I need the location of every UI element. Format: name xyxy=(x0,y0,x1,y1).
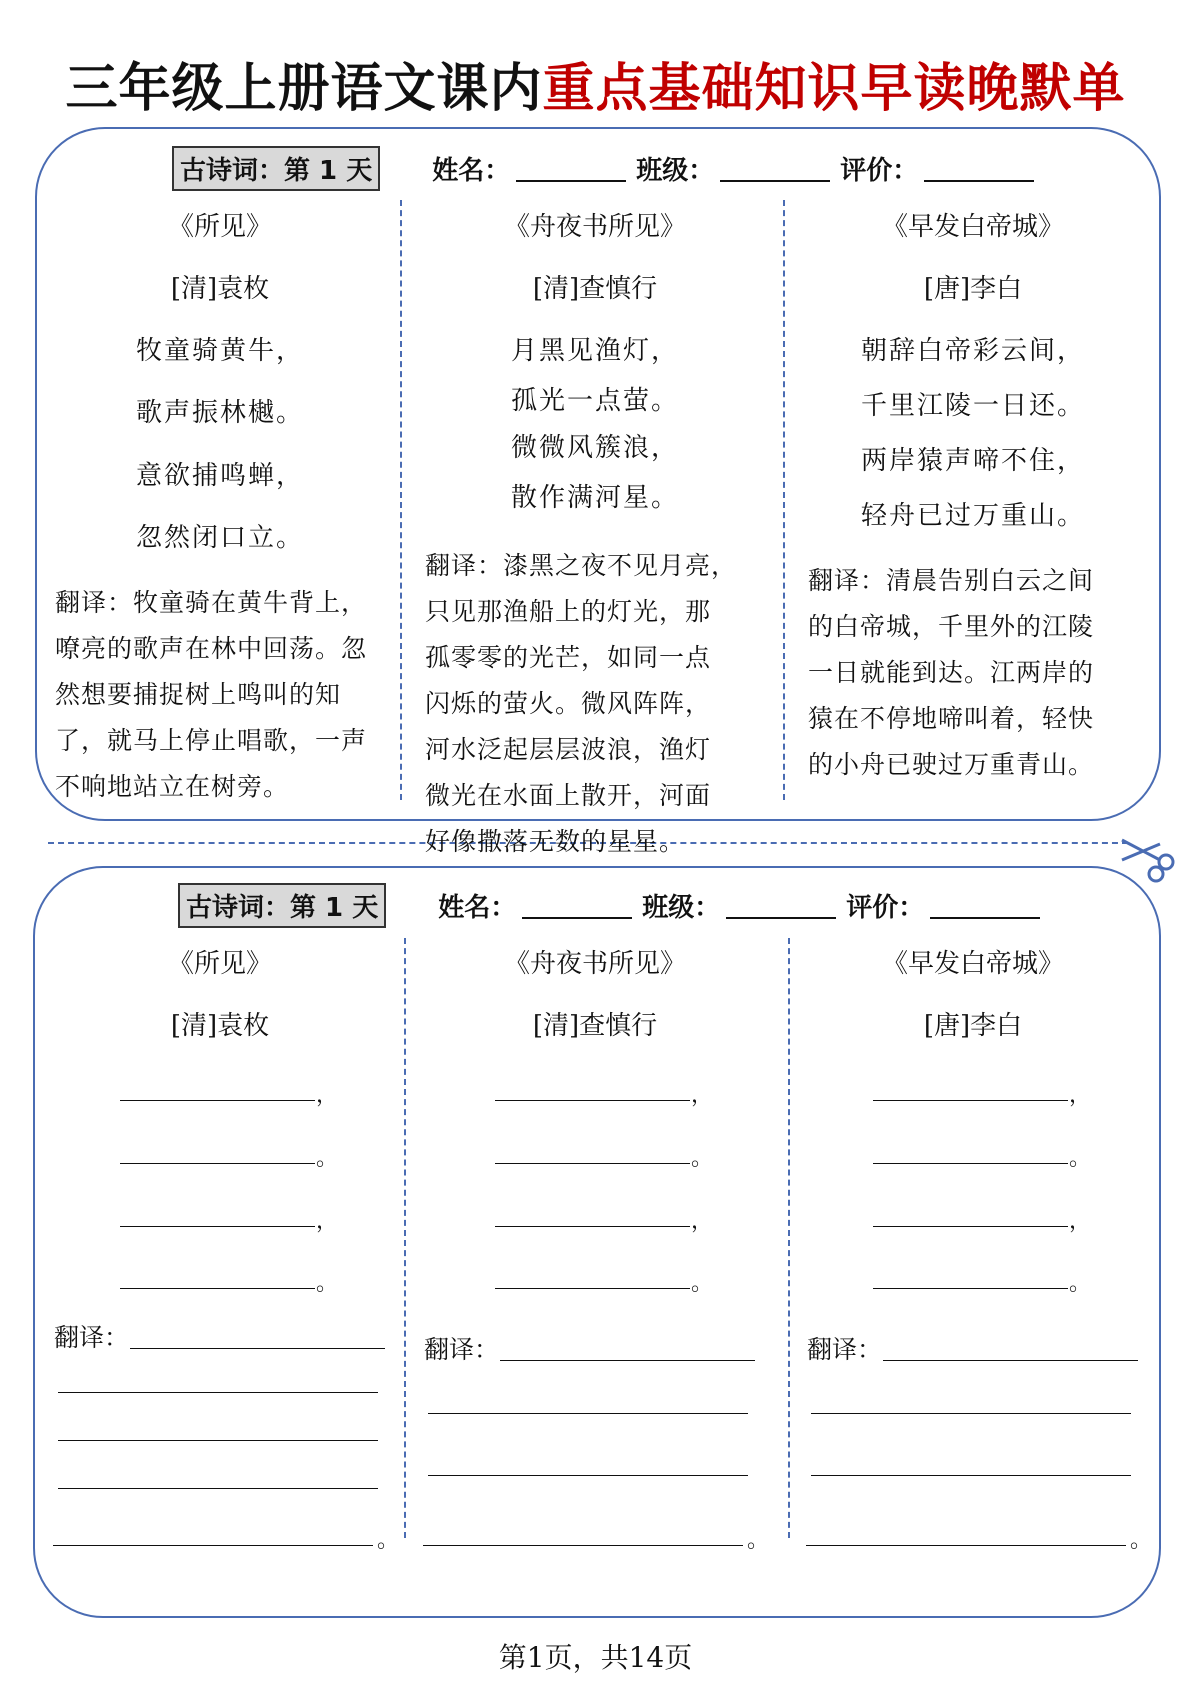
scissors-icon xyxy=(1120,830,1178,886)
poem-author: [清]查慎行 xyxy=(532,1011,658,1041)
grade-label: 评价： xyxy=(840,156,919,186)
line-punctuation: 。 xyxy=(1069,1271,1092,1296)
translation-line: 的小舟已驶过万重青山。 xyxy=(808,750,1095,779)
poem-title: 《舟夜书所见》 xyxy=(503,949,686,979)
grade-blank-input[interactable] xyxy=(930,893,1040,919)
translation-line: 翻译：漆黑之夜不见月亮， xyxy=(425,551,738,580)
line-punctuation: 。 xyxy=(691,1271,714,1296)
poem-line: 轻舟已过万重山。 xyxy=(860,501,1085,531)
translation-blank-input[interactable] xyxy=(883,1360,1138,1361)
poem-line: 千里江陵一日还。 xyxy=(860,391,1085,421)
translation-blank-input[interactable] xyxy=(58,1488,378,1489)
column-divider xyxy=(788,938,790,1538)
translation-line: 只见那渔船上的灯光，那 xyxy=(425,597,712,626)
translation-line: 的白帝城，千里外的江陵 xyxy=(808,612,1095,641)
grade-blank-input[interactable] xyxy=(924,156,1034,182)
end-punctuation: 。 xyxy=(377,1528,400,1553)
class-label: 班级： xyxy=(642,893,721,923)
translation-line: 然想要捕捉树上鸣叫的知 xyxy=(55,680,342,709)
column-divider xyxy=(783,200,785,800)
poem-line-blank-input[interactable] xyxy=(495,1163,690,1164)
translation-line: 孤零零的光芒，如同一点 xyxy=(425,643,712,672)
poem-author: [唐]李白 xyxy=(923,1011,1023,1041)
title-black: 三年级上册语文课内 xyxy=(65,59,543,119)
poem-line: 朝辞白帝彩云间， xyxy=(860,336,1085,366)
poem-author: [清]袁枚 xyxy=(170,1011,270,1041)
translation-line: 不响地站立在树旁。 xyxy=(55,772,290,801)
translation-line: 翻译：牧童骑在黄牛背上， xyxy=(55,588,368,617)
line-punctuation: ， xyxy=(316,1083,339,1108)
header-row xyxy=(178,883,1044,928)
poem-line: 散作满河星。 xyxy=(510,483,679,513)
poem-line-blank-input[interactable] xyxy=(495,1100,690,1101)
translation-blank-input[interactable] xyxy=(500,1360,755,1361)
poem-title: 《所见》 xyxy=(167,949,272,979)
poem-line: 月黑见渔灯， xyxy=(510,336,679,366)
poem-author: [清]袁枚 xyxy=(170,274,270,304)
header-row xyxy=(172,146,1038,191)
name-blank-input[interactable] xyxy=(516,156,626,182)
translation-label: 翻译： xyxy=(807,1335,883,1364)
poem-line: 微微风簇浪， xyxy=(510,433,679,463)
day-badge: 古诗词：第 1 天 xyxy=(172,146,380,191)
translation-line: 一日就能到达。江两岸的 xyxy=(808,658,1095,687)
translation-line: 猿在不停地啼叫着，轻快 xyxy=(808,704,1095,733)
translation-line: 河水泛起层层波浪，渔灯 xyxy=(425,735,712,764)
translation-line: 微光在水面上散开，河面 xyxy=(425,781,712,810)
column-divider xyxy=(400,200,402,800)
class-label: 班级： xyxy=(636,156,715,186)
poem-line: 牧童骑黄牛， xyxy=(135,336,304,366)
translation-label: 翻译： xyxy=(54,1323,130,1352)
poem-line-blank-input[interactable] xyxy=(495,1226,690,1227)
poem-line-blank-input[interactable] xyxy=(873,1100,1068,1101)
poem-line-blank-input[interactable] xyxy=(120,1288,315,1289)
line-punctuation: ， xyxy=(691,1209,714,1234)
page-footer: 第1页，共14页 xyxy=(498,1641,693,1674)
line-punctuation: ， xyxy=(1069,1209,1092,1234)
translation-blank-input[interactable] xyxy=(130,1348,385,1349)
poem-line: 意欲捕鸣蝉， xyxy=(135,461,304,491)
page-title xyxy=(0,46,1191,121)
poem-line-blank-input[interactable] xyxy=(120,1226,315,1227)
poem-line-blank-input[interactable] xyxy=(873,1163,1068,1164)
poem-line-blank-input[interactable] xyxy=(120,1100,315,1101)
name-label: 姓名： xyxy=(438,893,517,923)
translation-blank-input[interactable] xyxy=(811,1413,1131,1414)
translation-line: 了，就马上停止唱歌，一声 xyxy=(55,726,368,755)
translation-blank-input[interactable] xyxy=(811,1475,1131,1476)
column-divider xyxy=(404,938,406,1538)
line-punctuation: 。 xyxy=(316,1146,339,1171)
translation-blank-input[interactable] xyxy=(423,1545,743,1546)
poem-title: 《早发白帝城》 xyxy=(881,212,1064,242)
translation-blank-input[interactable] xyxy=(53,1545,373,1546)
poem-title: 《舟夜书所见》 xyxy=(503,212,686,242)
end-punctuation: 。 xyxy=(1130,1528,1153,1553)
poem-line: 歌声振林樾。 xyxy=(135,398,304,428)
class-blank-input[interactable] xyxy=(726,893,836,919)
poem-author: [唐]李白 xyxy=(923,274,1023,304)
translation-blank-input[interactable] xyxy=(58,1440,378,1441)
class-blank-input[interactable] xyxy=(720,156,830,182)
line-punctuation: 。 xyxy=(691,1146,714,1171)
line-punctuation: ， xyxy=(691,1083,714,1108)
translation-line: 闪烁的萤火。微风阵阵， xyxy=(425,689,712,718)
translation-blank-input[interactable] xyxy=(806,1545,1126,1546)
translation-blank-input[interactable] xyxy=(428,1413,748,1414)
translation-line: 好像撒落无数的星星。 xyxy=(425,827,686,856)
poem-line: 孤光一点萤。 xyxy=(510,386,679,416)
name-label: 姓名： xyxy=(432,156,511,186)
poem-author: [清]查慎行 xyxy=(532,274,658,304)
poem-line-blank-input[interactable] xyxy=(495,1288,690,1289)
poem-line: 两岸猿声啼不住， xyxy=(860,446,1085,476)
line-punctuation: 。 xyxy=(316,1271,339,1296)
translation-blank-input[interactable] xyxy=(58,1392,378,1393)
poem-title: 《早发白帝城》 xyxy=(881,949,1064,979)
translation-label: 翻译： xyxy=(424,1335,500,1364)
translation-blank-input[interactable] xyxy=(428,1475,748,1476)
line-punctuation: ， xyxy=(316,1209,339,1234)
day-badge: 古诗词：第 1 天 xyxy=(178,883,386,928)
line-punctuation: ， xyxy=(1069,1083,1092,1108)
end-punctuation: 。 xyxy=(747,1528,770,1553)
translation-line: 翻译：清晨告别白云之间 xyxy=(808,566,1095,595)
poem-line-blank-input[interactable] xyxy=(120,1163,315,1164)
line-punctuation: 。 xyxy=(1069,1146,1092,1171)
poem-line: 忽然闭口立。 xyxy=(135,523,304,553)
poem-title: 《所见》 xyxy=(167,212,272,242)
name-blank-input[interactable] xyxy=(522,893,632,919)
poem-line-blank-input[interactable] xyxy=(873,1288,1068,1289)
title-red: 重点基础知识早读晚默单 xyxy=(542,59,1126,119)
poem-line-blank-input[interactable] xyxy=(873,1226,1068,1227)
grade-label: 评价： xyxy=(846,893,925,923)
translation-line: 嘹亮的歌声在林中回荡。忽 xyxy=(55,634,368,663)
